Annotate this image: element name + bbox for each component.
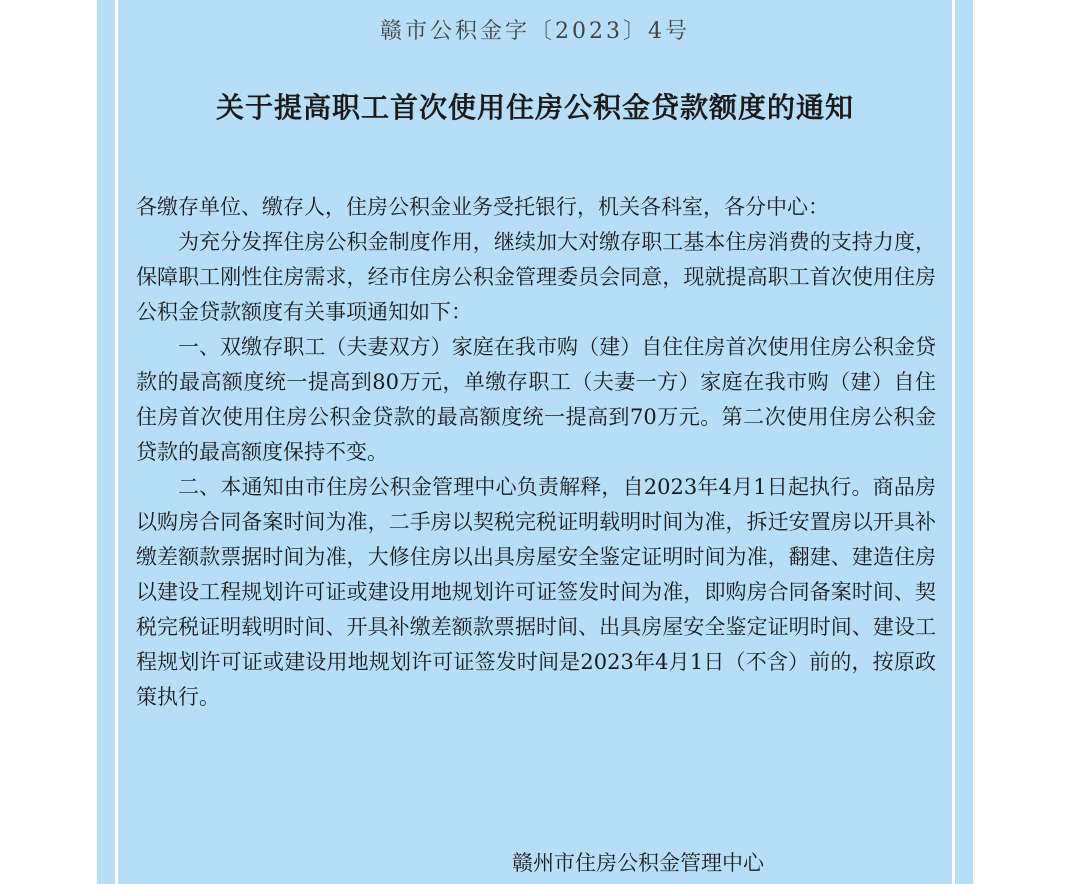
document-page — [97, 0, 973, 884]
paragraph-item-2: 二、本通知由市住房公积金管理中心负责解释，自2023年4月1日起执行。商品房以购房合同备案时间为准，二手房以契税完税证明载明时间为准，拆迁安置房以开具补缴差额款票据时间为准，大修住房以出具房屋安全鉴定证明时间为准，翻建、建造住房以建设工程规划许可证或建设用地规划许可证签发时间为准，即购房合同备案时间、契税完税证明载明时间、开具补缴差额款票据时间、出具房屋安全鉴定证明时间、建设工程规划许可证或建设用地规划许可证签发时间是2023年4月1日（不含）前的，按原政策执行。 — [136, 475, 936, 709]
paragraph-item-1: 一、双缴存职工（夫妻双方）家庭在我市购（建）自住住房首次使用住房公积金贷款的最高额度统一提高到80万元，单缴存职工（夫妻一方）家庭在我市购（建）自住住房首次使用住房公积金贷款的最高额度统一提高到70万元。第二次使用住房公积金贷款的最高额度保持不变。 — [136, 335, 936, 464]
page-border-left — [115, 0, 118, 884]
salutation: 各缴存单位、缴存人，住房公积金业务受托银行，机关各科室，各分中心： — [136, 195, 829, 219]
issuer-signature: 赣州市住房公积金管理中心 — [512, 851, 764, 875]
document-title: 关于提高职工首次使用住房公积金贷款额度的通知 — [215, 91, 854, 124]
page-border-right — [952, 0, 955, 884]
paragraph-intro: 为充分发挥住房公积金制度作用，继续加大对缴存职工基本住房消费的支持力度，保障职工刚性住房需求，经市住房公积金管理委员会同意，现就提高职工首次使用住房公积金贷款额度有关事项通知如下： — [136, 230, 936, 324]
document-body — [136, 190, 936, 715]
document-number: 赣市公积金字〔2023〕4号 — [380, 19, 690, 44]
